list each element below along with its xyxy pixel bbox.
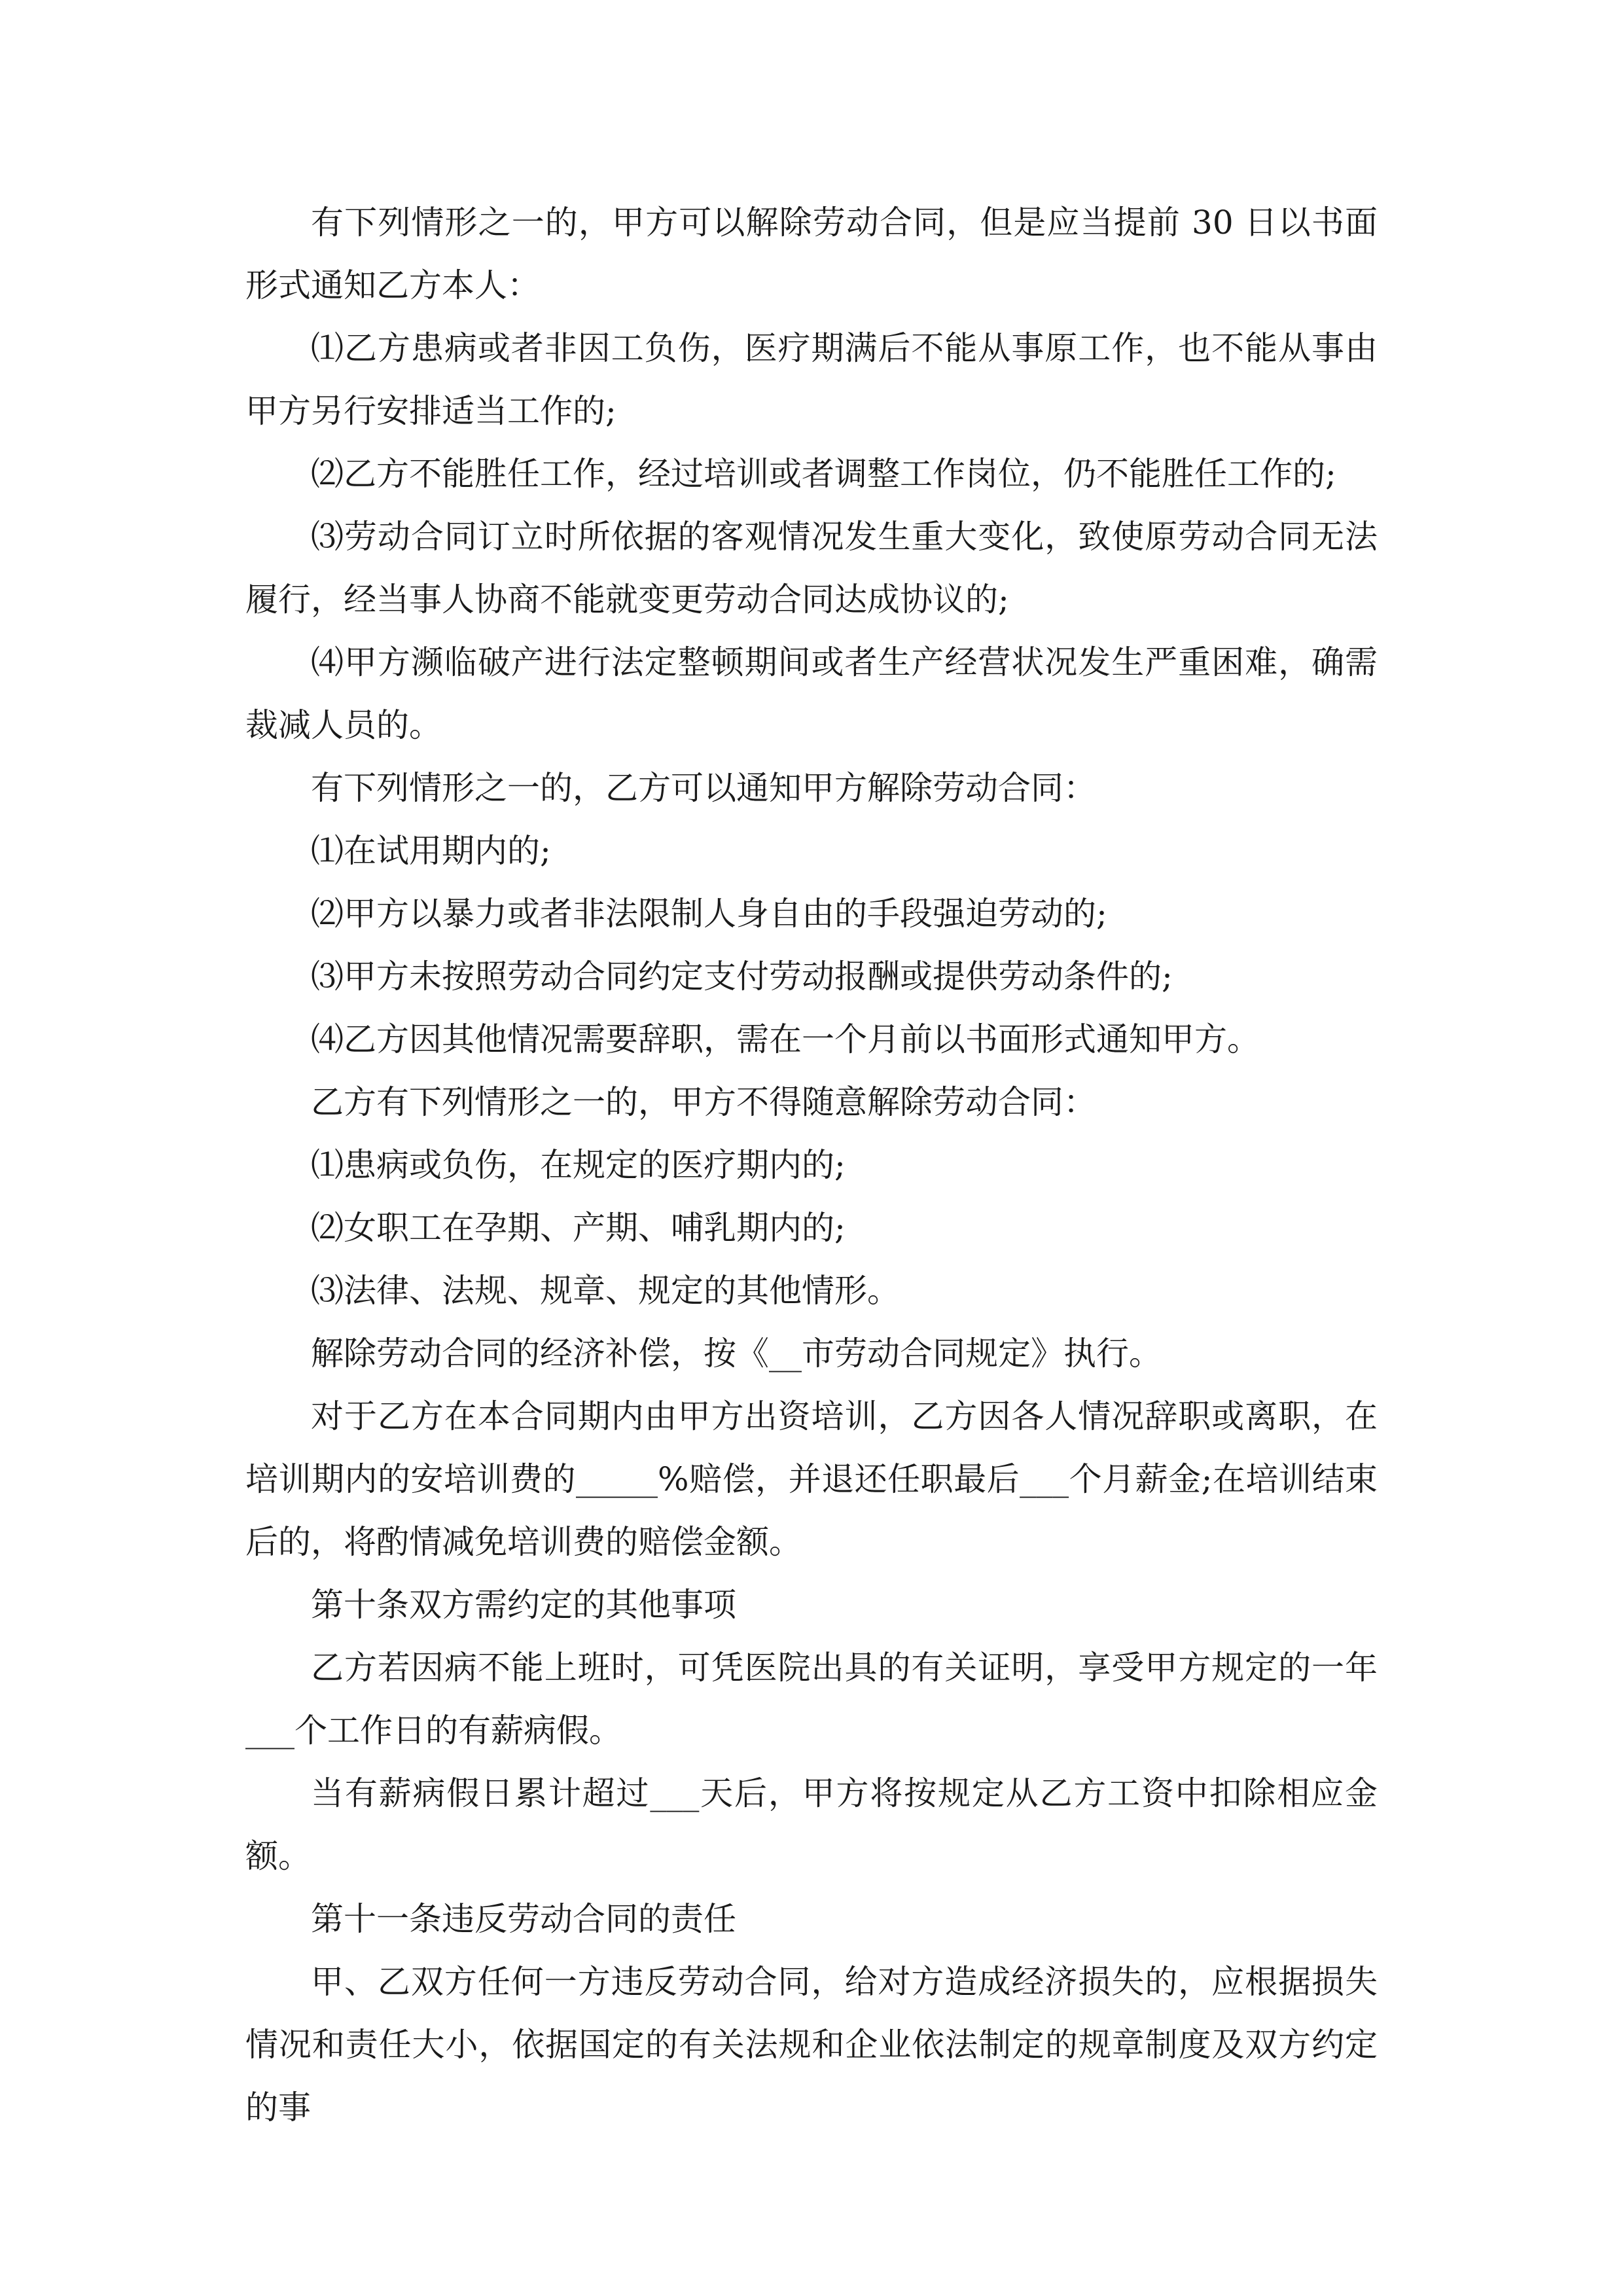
paragraph-employer-item-3: ⑶劳动合同订立时所依据的客观情况发生重大变化，致使原劳动合同无法履行，经当事人协商不能就变更劳动合同达成协议的; bbox=[245, 518, 1378, 619]
heading-article-10: 第十条双方需约定的其他事项 bbox=[311, 1586, 736, 1624]
paragraph-no-termination-item-1: ⑴患病或负伤，在规定的医疗期内的; bbox=[311, 1146, 846, 1184]
paragraph-employee-item-4: ⑷乙方因其他情况需要辞职，需在一个月前以书面形式通知甲方。 bbox=[311, 1020, 1260, 1058]
paragraph-no-termination-item-2: ⑵女职工在孕期、产期、哺乳期内的; bbox=[311, 1209, 846, 1247]
paragraph-employer-item-1: ⑴乙方患病或者非因工负伤，医疗期满后不能从事原工作，也不能从事由甲方另行安排适当工作的; bbox=[245, 329, 1378, 430]
paragraph-training-fee: 对于乙方在本合同期内由甲方出资培训，乙方因各人情况辞职或离职，在培训期内的安培训费的_____%赔偿，并退还任职最后___个月薪金;在培训结束后的，将酌情减免培训费的赔偿金额。 bbox=[245, 1397, 1378, 1561]
paragraph-no-termination-item-3: ⑶法律、法规、规章、规定的其他情形。 bbox=[311, 1272, 900, 1310]
heading-article-11: 第十一条违反劳动合同的责任 bbox=[311, 1900, 736, 1938]
document-body bbox=[245, 191, 1378, 2139]
paragraph-employee-item-3: ⑶甲方未按照劳动合同约定支付劳动报酬或提供劳动条件的; bbox=[311, 958, 1173, 996]
paragraph-employer-item-4: ⑷甲方濒临破产进行法定整顿期间或者生产经营状况发生严重困难，确需裁减人员的。 bbox=[245, 643, 1378, 744]
paragraph-employer-item-2: ⑵乙方不能胜任工作，经过培训或者调整工作岗位，仍不能胜任工作的; bbox=[311, 455, 1336, 493]
paragraph-employee-item-1: ⑴在试用期内的; bbox=[311, 832, 551, 870]
paragraph-termination-by-employer-intro: 有下列情形之一的，甲方可以解除劳动合同，但是应当提前 30 日以书面形式通知乙方本人： bbox=[245, 204, 1378, 304]
paragraph-economic-compensation: 解除劳动合同的经济补偿，按《__市劳动合同规定》执行。 bbox=[311, 1335, 1162, 1372]
paragraph-employee-item-2: ⑵甲方以暴力或者非法限制人身自由的手段强迫劳动的; bbox=[311, 895, 1107, 933]
paragraph-breach-liability: 甲、乙双方任何一方违反劳动合同，给对方造成经济损失的，应根据损失情况和责任大小，依据国定的有关法规和企业依法制定的规章制度及双方约定的事 bbox=[245, 1963, 1378, 2126]
paragraph-no-termination-intro: 乙方有下列情形之一的，甲方不得随意解除劳动合同： bbox=[311, 1083, 1096, 1121]
paragraph-sick-leave-deduction: 当有薪病假日累计超过___天后，甲方将按规定从乙方工资中扣除相应金额。 bbox=[245, 1774, 1378, 1875]
paragraph-sick-leave: 乙方若因病不能上班时，可凭医院出具的有关证明，享受甲方规定的一年___个工作日的有薪病假。 bbox=[245, 1649, 1378, 1749]
paragraph-termination-by-employee-intro: 有下列情形之一的，乙方可以通知甲方解除劳动合同： bbox=[311, 769, 1096, 807]
